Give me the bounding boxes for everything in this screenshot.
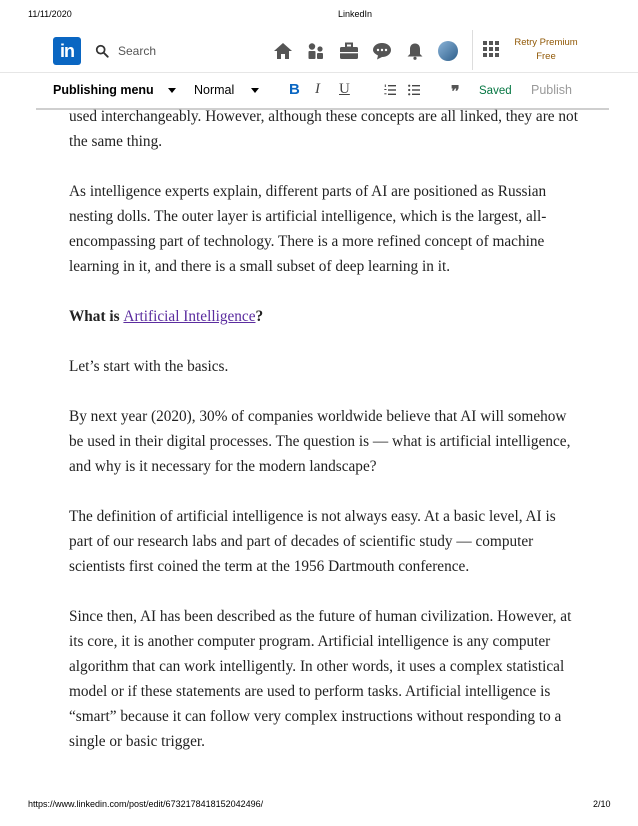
linkedin-logo[interactable]: in <box>53 37 81 65</box>
apps-grid-icon[interactable] <box>483 41 499 57</box>
search-bar[interactable] <box>95 40 255 62</box>
retry-premium-link[interactable] <box>506 36 586 64</box>
article-body[interactable] <box>69 104 579 779</box>
jobs-icon[interactable] <box>338 40 360 62</box>
publishing-menu-dropdown[interactable] <box>53 83 176 97</box>
profile-avatar[interactable] <box>437 40 459 62</box>
underline-button[interactable]: U <box>339 81 350 97</box>
chevron-down-icon <box>168 88 176 93</box>
text-style-select[interactable] <box>194 83 259 97</box>
premium-line2: Free <box>536 51 556 62</box>
nav-icons <box>272 40 470 62</box>
chevron-down-icon <box>251 88 259 93</box>
quote-icon[interactable]: ❞ <box>451 84 460 101</box>
messaging-icon[interactable] <box>371 40 393 62</box>
paragraph: By next year (2020), 30% of companies worldwide believe that AI will somehow be used in their digital processes. The question is — what is artificial intelligence, and why is it necessary for the modern landscape? <box>69 408 571 475</box>
publish-button[interactable]: Publish <box>531 83 572 97</box>
avatar <box>438 41 458 61</box>
publishing-menu-label: Publishing menu <box>53 83 154 97</box>
paragraph: The definition of artificial intelligence is not always easy. At a basic level, AI is part of our research labs and part of decades of scientific study — computer scientists first coined the term at the 1956 Dartmouth conference. <box>69 508 556 575</box>
saved-status: Saved <box>479 85 512 97</box>
bold-button[interactable]: B <box>289 81 300 98</box>
heading-prefix: What is <box>69 308 124 325</box>
notifications-icon[interactable] <box>404 40 426 62</box>
print-title: LinkedIn <box>338 9 373 19</box>
paragraph: Let’s start with the basics. <box>69 358 229 375</box>
print-url: https://www.linkedin.com/post/edit/6732178418152042496/ <box>28 799 264 809</box>
artificial-intelligence-link[interactable]: Artificial Intelligence <box>123 308 256 325</box>
top-navbar <box>0 28 638 72</box>
editor-toolbar <box>0 72 638 108</box>
home-icon[interactable] <box>272 40 294 62</box>
search-label: Search <box>118 44 157 58</box>
print-date: 11/11/2020 <box>28 9 72 19</box>
text-style-label: Normal <box>194 83 235 97</box>
italic-button[interactable]: I <box>315 81 320 97</box>
nav-divider <box>472 30 473 70</box>
search-icon <box>95 44 109 58</box>
paragraph: used interchangeably. However, although these concepts are all linked, they are not the same thing. <box>69 108 578 150</box>
bulleted-list-icon[interactable] <box>408 84 420 96</box>
premium-line1: Retry Premium <box>514 37 578 48</box>
paragraph: As intelligence experts explain, different parts of AI are positioned as Russian nesting dolls. The outer layer is artificial intelligence, which is the largest, all-encompassing part of technology. There is a more refined concept of machine learning in it, and there is a small subset of deep learning in it. <box>69 183 547 275</box>
my-network-icon[interactable] <box>305 40 327 62</box>
heading-suffix: ? <box>255 308 264 325</box>
section-heading <box>69 304 579 329</box>
numbered-list-icon[interactable] <box>384 84 396 96</box>
page-number: 2/10 <box>593 799 611 809</box>
print-header <box>0 0 638 22</box>
paragraph: Since then, AI has been described as the future of human civilization. However, at its core, it is another computer program. Artificial intelligence is any computer algorithm that can work intelligently. In other words, it uses a complex statistical model or if these statements are used to perform tasks. Artificial intelligence is “smart” because it can follow very complex instructions without responding to a single or basic trigger. <box>69 608 572 750</box>
